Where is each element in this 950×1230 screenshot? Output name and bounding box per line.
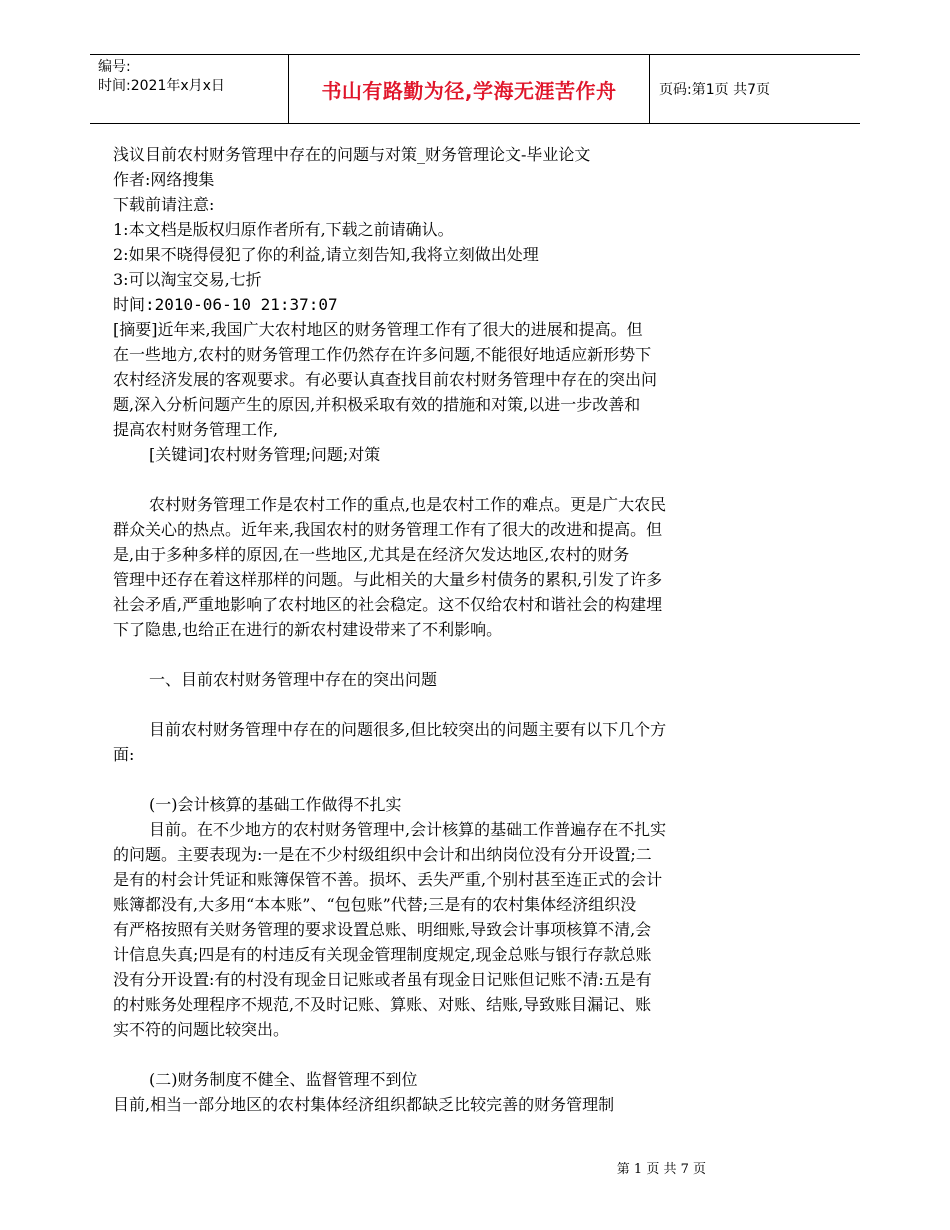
subsection-line: 实不符的问题比较突出。	[113, 1020, 290, 1039]
header-meta	[90, 55, 288, 123]
subsection-heading: (一)会计核算的基础工作做得不扎实	[149, 795, 402, 814]
notice-item-3: 3:可以淘宝交易,七折	[113, 270, 262, 289]
subsection-line: 是有的村会计凭证和账簿保管不善。损坏、丢失严重,个别村甚至连正式的会计	[113, 870, 663, 889]
page-header	[90, 54, 860, 124]
section-intro-line: 目前农村财务管理中存在的问题很多,但比较突出的问题主要有以下几个方	[149, 720, 667, 739]
publish-time: 时间:2010-06-10 21:37:07	[113, 295, 338, 314]
intro-line: 管理中还存在着这样那样的问题。与此相关的大量乡村债务的累积,引发了许多	[113, 570, 663, 589]
subsection-line: 的村账务处理程序不规范,不及时记账、算账、对账、结账,导致账目漏记、账	[113, 995, 652, 1014]
subsection-heading: (二)财务制度不健全、监督管理不到位	[149, 1070, 418, 1089]
notice-heading: 下载前请注意:	[113, 195, 215, 214]
subsection-line: 目前。在不少地方的农村财务管理中,会计核算的基础工作普遍存在不扎实	[149, 820, 667, 839]
abstract-line: 题,深入分析问题产生的原因,并积极采取有效的措施和对策,以进一步改善和	[113, 395, 641, 414]
intro-line: 群众关心的热点。近年来,我国农村的财务管理工作有了很大的改进和提高。但	[113, 520, 663, 539]
intro-line: 社会矛盾,严重地影响了农村地区的社会稳定。这不仅给农村和谐社会的构建埋	[113, 595, 663, 614]
subsection-line: 计信息失真;四是有的村违反有关现金管理制度规定,现金总账与银行存款总账	[113, 945, 652, 964]
document-body	[113, 142, 773, 1117]
section-intro-paragraph	[113, 717, 773, 767]
header-page-info-cell	[650, 55, 860, 123]
subsection-paragraph	[113, 1092, 773, 1117]
subsection-line: 的问题。主要表现为:一是在不少村级组织中会计和出纳岗位没有分开设置;二	[113, 845, 652, 864]
section-heading: 一、目前农村财务管理中存在的突出问题	[149, 670, 438, 689]
document-time-label: 时间:2021年x月x日	[98, 78, 225, 94]
abstract-line: 在一些地方,农村的财务管理工作仍然存在许多问题,不能很好地适应新形势下	[113, 345, 652, 364]
intro-paragraph	[113, 492, 773, 642]
subsection-line: 账簿都没有,大多用“本本账”、“包包账”代替;三是有的农村集体经济组织没	[113, 895, 637, 914]
abstract-line: 提高农村财务管理工作,	[113, 420, 279, 439]
abstract-line: 农村经济发展的客观要求。有必要认真查找目前农村财务管理中存在的突出问	[113, 370, 658, 389]
page-footer	[0, 1158, 950, 1177]
subsection-line: 有严格按照有关财务管理的要求设置总账、明细账,导致会计事项核算不清,会	[113, 920, 652, 939]
notice-item-2: 2:如果不晓得侵犯了你的利益,请立刻告知,我将立刻做出处理	[113, 245, 539, 264]
subsection-paragraph	[113, 817, 773, 1042]
notice-item-1: 1:本文档是版权归原作者所有,下载之前请确认。	[113, 220, 454, 239]
document-number-label: 编号:	[98, 59, 131, 75]
header-motto: 书山有路勤为径,学海无涯苦作舟	[321, 78, 617, 103]
header-motto-cell	[288, 55, 650, 123]
keywords-line: [关键词]农村财务管理;问题;对策	[149, 445, 381, 464]
intro-line: 下了隐患,也给正在进行的新农村建设带来了不利影响。	[113, 620, 503, 639]
abstract-line: [摘要]近年来,我国广大农村地区的财务管理工作有了很大的进展和提高。但	[113, 320, 643, 339]
abstract-paragraph	[113, 317, 773, 442]
header-page-info: 页码:第1页 共7页	[659, 82, 770, 98]
section-intro-line: 面:	[113, 745, 135, 764]
intro-line: 农村财务管理工作是农村工作的重点,也是农村工作的难点。更是广大农民	[149, 495, 667, 514]
article-title: 浅议目前农村财务管理中存在的问题与对策_财务管理论文-毕业论文	[113, 145, 591, 164]
intro-line: 是,由于多种多样的原因,在一些地区,尤其是在经济欠发达地区,农村的财务	[113, 545, 630, 564]
footer-page-number: 第 1 页 共 7 页	[616, 1162, 706, 1177]
subsection-line: 没有分开设置:有的村没有现金日记账或者虽有现金日记账但记账不清:五是有	[113, 970, 652, 989]
article-author: 作者:网络搜集	[113, 170, 215, 189]
subsection-line: 目前,相当一部分地区的农村集体经济组织都缺乏比较完善的财务管理制	[113, 1095, 615, 1114]
